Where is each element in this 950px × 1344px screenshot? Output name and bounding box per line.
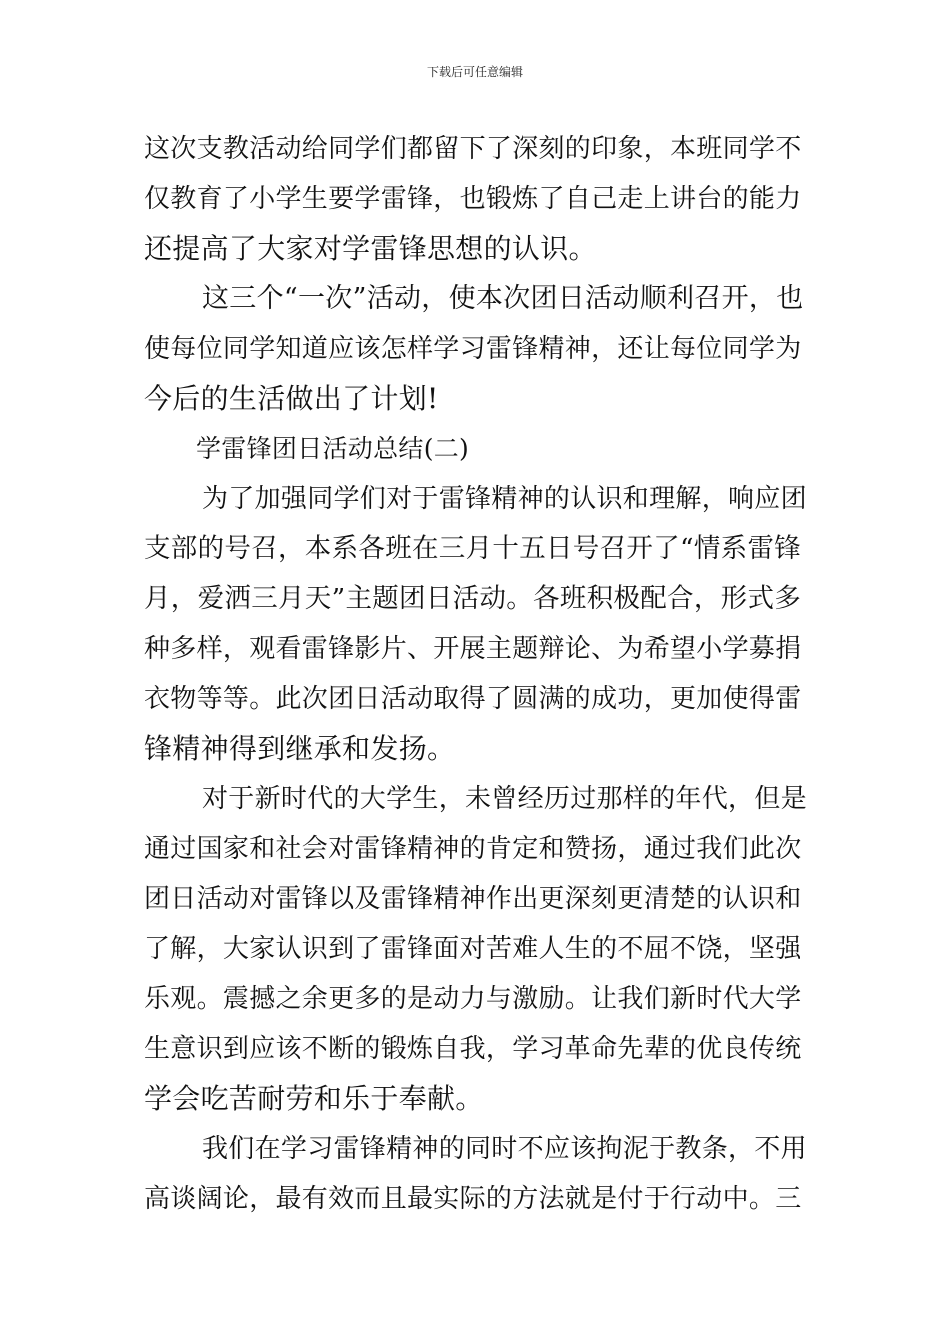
text-line: 种多样，观看雷锋影片、开展主题辩论、为希望小学募捐 bbox=[144, 634, 802, 664]
text-line: 生意识到应该不断的锻炼自我，学习革命先辈的优良传统 bbox=[144, 1034, 802, 1064]
text-line: 今后的生活做出了计划! bbox=[144, 382, 439, 415]
text-line: 锋精神得到继承和发扬。 bbox=[144, 732, 456, 765]
text-line: 高谈阔论，最有效而且最实际的方法就是付于行动中。三 bbox=[144, 1184, 802, 1214]
section-heading: 学雷锋团日活动总结(二) bbox=[196, 434, 470, 463]
text-line: 乐观。震撼之余更多的是动力与激励。让我们新时代大学 bbox=[144, 984, 802, 1014]
text-line: 仅教育了小学生要学雷锋，也锻炼了自己走上讲台的能力 bbox=[144, 184, 802, 214]
text-line: 学会吃苦耐劳和乐于奉献。 bbox=[144, 1082, 484, 1115]
text-line: 衣物等等。此次团日活动取得了圆满的成功，更加使得雷 bbox=[144, 684, 802, 714]
text-line: 通过国家和社会对雷锋精神的肯定和赞扬，通过我们此次 bbox=[144, 834, 802, 864]
text-line: 支部的号召，本系各班在三月十五日号召开了“情系雷锋 bbox=[144, 533, 802, 564]
page-header: 下载后可任意编辑 bbox=[426, 65, 523, 79]
paragraph-first-line: 我们在学习雷锋精神的同时不应该拘泥于教条，不用 bbox=[202, 1134, 807, 1164]
document-body bbox=[144, 124, 808, 1224]
text-line: 还提高了大家对学雷锋思想的认识。 bbox=[144, 232, 597, 265]
text-line: 使每位同学知道应该怎样学习雷锋精神，还让每位同学为 bbox=[144, 334, 802, 364]
text-line: 月，爱洒三月天”主题团日活动。各班积极配合，形式多 bbox=[144, 583, 802, 614]
paragraph-first-line: 对于新时代的大学生，未曾经历过那样的年代，但是 bbox=[202, 784, 807, 814]
text-line: 团日活动对雷锋以及雷锋精神作出更深刻更清楚的认识和 bbox=[144, 884, 802, 914]
paragraph-first-line: 这三个“一次”活动，使本次团日活动顺利召开，也 bbox=[202, 283, 804, 314]
paragraph-first-line: 为了加强同学们对于雷锋精神的认识和理解，响应团 bbox=[202, 484, 807, 514]
text-line: 这次支教活动给同学们都留下了深刻的印象，本班同学不 bbox=[144, 134, 802, 164]
text-line: 了解，大家认识到了雷锋面对苦难人生的不屈不饶，坚强 bbox=[144, 934, 802, 964]
